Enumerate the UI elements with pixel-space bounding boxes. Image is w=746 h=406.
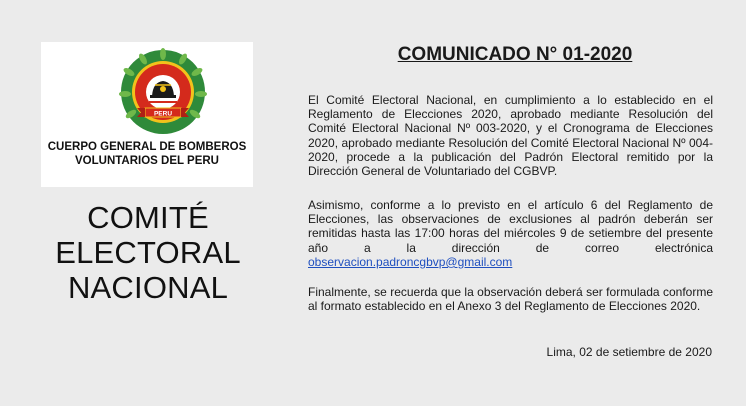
communique-title: COMUNICADO N° 01-2020 bbox=[397, 44, 633, 65]
committee-line-2: ELECTORAL bbox=[55, 235, 241, 270]
committee-name bbox=[43, 200, 253, 305]
email-link[interactable]: observacion.padroncgbvp@gmail.com bbox=[308, 254, 513, 269]
committee-line-3: NACIONAL bbox=[67, 270, 229, 305]
paragraph-observations-text: Asimismo, conforme a lo previsto en el artículo 6 del Reglamento de Elecciones, las observaciones de exclusiones al padrón deberán ser remitidas hasta las 17:00 horas del miércoles 9 de setiembre del presente año a la dirección de correo electrónica bbox=[308, 198, 713, 255]
logo-caption bbox=[41, 140, 253, 168]
logo-panel bbox=[41, 42, 253, 187]
committee-line-1: COMITÉ bbox=[87, 200, 209, 235]
date-line: Lima, 02 de setiembre de 2020 bbox=[546, 345, 712, 359]
logo-caption-line-2: VOLUNTARIOS DEL PERU bbox=[75, 155, 219, 167]
emblem-banner-text: PERU bbox=[153, 110, 173, 118]
paragraph-publication: El Comité Electoral Nacional, en cumplimiento a lo establecido en el Reglamento de Elecciones 2020, aprobado mediante Resolución del Comité Electoral Nacional Nº 003-2020, y el Cronograma de Elecciones 2020, aprobado mediante Resolución del Comité Electoral Nacional Nº 004-2020, procede a la publicación del Padrón Electoral remitido por la Dirección General de Voluntariado del CGBVP. bbox=[308, 93, 713, 179]
firefighters-emblem-icon bbox=[117, 48, 209, 138]
paragraph-format-reminder: Finalmente, se recuerda que la observación deberá ser formulada conforme al formato establecido en el Anexo 3 del Reglamento de Elecciones 2020. bbox=[308, 285, 713, 314]
logo-caption-line-1: CUERPO GENERAL DE BOMBEROS bbox=[47, 141, 247, 153]
paragraph-observations bbox=[308, 198, 713, 269]
